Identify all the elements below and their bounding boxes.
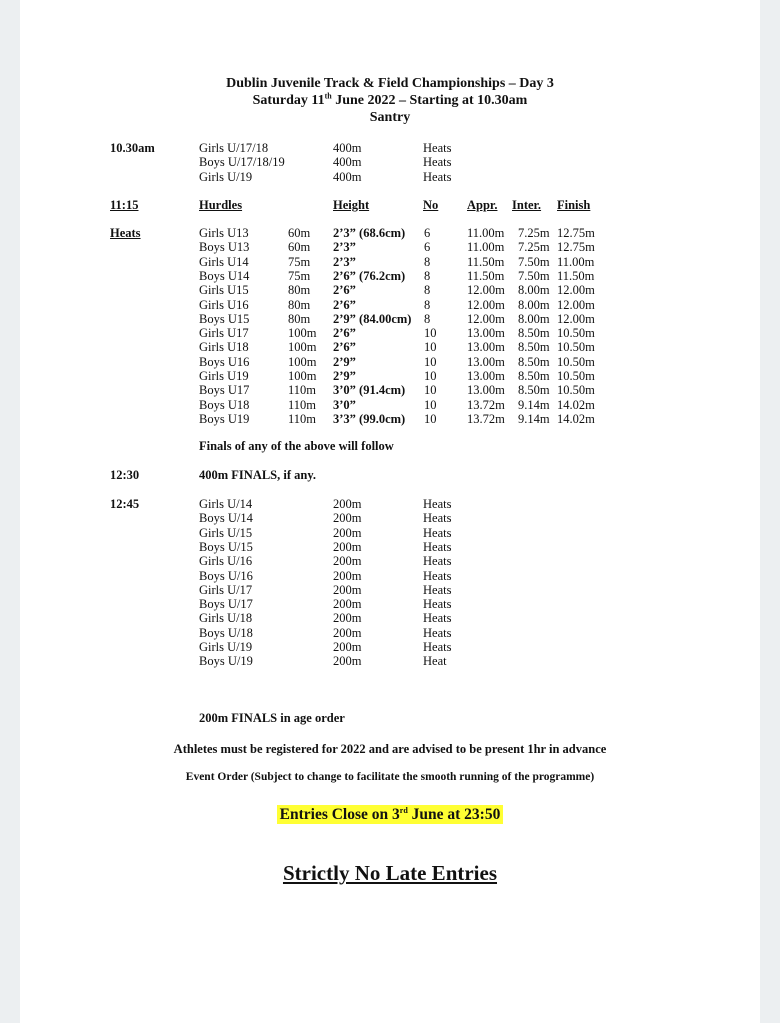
hurdles-row-finish: 11.50m	[557, 268, 595, 283]
hurdles-row-finish: 10.50m	[557, 326, 595, 341]
hurdles-row-interval: 8.00m	[518, 311, 550, 326]
hurdles-row-number: 8	[424, 283, 431, 298]
hurdles-heats-label: Heats	[110, 226, 141, 240]
session1-row-round: Heats	[423, 155, 452, 170]
hurdles-row-number: 6	[424, 240, 431, 255]
hurdles-row-height: 2’6”	[333, 326, 356, 341]
session4-row-round: Heats	[423, 554, 452, 569]
session4-row-event: 200m	[333, 625, 362, 640]
hurdles-row-height: 2’9”	[333, 369, 356, 383]
no-late-entries: Strictly No Late Entries	[282, 861, 498, 885]
session4-row-round: Heats	[423, 497, 452, 511]
session4-row-group: Boys U/19	[199, 654, 253, 669]
hurdles-row-approach: 13.00m	[467, 326, 505, 341]
hurdles-row-group: Girls U16	[199, 297, 249, 312]
hurdles-row-height: 2’3”	[333, 254, 356, 269]
hurdles-row-number: 10	[424, 340, 437, 355]
hurdles-row-approach: 12.00m	[467, 311, 505, 326]
hurdles-row-group: Girls U13	[199, 226, 249, 240]
session1-row-group: Boys U/17/18/19	[199, 155, 285, 170]
session4-row-group: Girls U/15	[199, 525, 253, 540]
hurdles-row-group: Boys U16	[199, 354, 250, 369]
hurdles-row-group: Boys U13	[199, 240, 250, 255]
session4-row-event: 200m	[333, 525, 362, 540]
hurdles-note: Finals of any of the above will follow	[199, 439, 394, 453]
session4-row-event: 200m	[333, 554, 362, 569]
hurdles-row-interval: 8.50m	[518, 383, 550, 398]
hurdles-row-number: 10	[424, 369, 437, 383]
hurdles-row-approach: 13.00m	[467, 340, 505, 355]
session4-row-event: 200m	[333, 597, 362, 612]
session4-row-group: Boys U/16	[199, 568, 253, 583]
hurdles-row-distance: 100m	[288, 340, 317, 355]
hurdles-row-interval: 7.25m	[518, 240, 550, 255]
hurdles-row-height: 3’0”	[333, 397, 356, 412]
session4-row-round: Heats	[423, 511, 452, 526]
session1-row-round: Heats	[423, 141, 452, 155]
hurdles-row-finish: 10.50m	[557, 369, 595, 383]
hurdles-row-interval: 7.50m	[518, 254, 550, 269]
hurdles-row-number: 8	[424, 268, 431, 283]
session4-row-group: Girls U/14	[199, 497, 253, 511]
hurdles-row-number: 8	[424, 254, 431, 269]
hurdles-row-distance: 100m	[288, 369, 317, 383]
session4-row-group: Girls U/17	[199, 582, 253, 597]
hurdles-row-number: 8	[424, 311, 431, 326]
session1-row-group: Girls U/19	[199, 169, 253, 184]
hurdles-row-interval: 8.00m	[518, 283, 550, 298]
hurdles-row-finish: 12.75m	[557, 240, 595, 255]
session4-time: 12:45	[110, 497, 140, 511]
hurdles-row-number: 10	[424, 326, 437, 341]
entries-close-line	[0, 806, 780, 824]
hurdles-row-distance: 100m	[288, 326, 317, 341]
hurdles-row-height: 2’3”	[333, 240, 356, 255]
hurdles-row-interval: 7.50m	[518, 268, 550, 283]
hurdles-col-height: Height	[333, 198, 370, 212]
hurdles-row-group: Boys U17	[199, 383, 250, 398]
session4-row-round: Heats	[423, 597, 452, 612]
hurdles-row-interval: 8.50m	[518, 354, 550, 369]
hurdles-row-finish: 12.00m	[557, 297, 595, 312]
hurdles-row-distance: 75m	[288, 268, 311, 283]
hurdles-row-distance: 75m	[288, 254, 311, 269]
session1-row-event: 400m	[333, 141, 362, 155]
session4-row-round: Heats	[423, 611, 452, 626]
hurdles-row-group: Girls U17	[199, 326, 249, 341]
session1-row-round: Heats	[423, 169, 452, 184]
hurdles-row-group: Girls U14	[199, 254, 249, 269]
session4-row-group: Girls U/16	[199, 554, 253, 569]
hurdles-row-interval: 7.25m	[518, 226, 550, 240]
hurdles-row-group: Boys U19	[199, 411, 250, 426]
hurdles-row-distance: 80m	[288, 297, 311, 312]
event-order-note: Event Order (Subject to change to facilitate the smooth running of the programme)	[185, 771, 595, 783]
hurdles-row-group: Girls U19	[199, 369, 249, 383]
hurdles-row-height: 2’9”	[333, 354, 356, 369]
hurdles-row-height: 2’3” (68.6cm)	[333, 226, 406, 240]
hurdles-row-finish: 14.02m	[557, 411, 595, 426]
hurdles-row-distance: 110m	[288, 383, 317, 398]
hurdles-row-group: Boys U14	[199, 268, 250, 283]
document-date-line: Saturday 11th June 2022 – Starting at 10.30am	[252, 91, 528, 108]
session4-row-event: 200m	[333, 582, 362, 597]
session4-row-round: Heats	[423, 525, 452, 540]
hurdles-row-approach: 13.00m	[467, 369, 505, 383]
hurdles-row-number: 8	[424, 297, 431, 312]
hurdles-row-interval: 8.00m	[518, 297, 550, 312]
session4-row-group: Boys U/14	[199, 511, 253, 526]
session4-row-event: 200m	[333, 640, 362, 654]
hurdles-row-height: 2’6”	[333, 340, 356, 355]
hurdles-row-approach: 12.00m	[467, 283, 505, 298]
session4-row-event: 200m	[333, 539, 362, 554]
hurdles-row-height: 3’0” (91.4cm)	[333, 383, 406, 398]
hurdles-row-approach: 13.72m	[467, 411, 505, 426]
entries-close-highlight: Entries Close on 3rd June at 23:50	[277, 805, 504, 824]
session4-row-round: Heats	[423, 640, 452, 654]
session4-row-event: 200m	[333, 511, 362, 526]
session4-row-round: Heats	[423, 625, 452, 640]
hurdles-row-number: 10	[424, 397, 437, 412]
hurdles-row-distance: 100m	[288, 354, 317, 369]
session4-row-group: Boys U/18	[199, 625, 253, 640]
hurdles-row-approach: 13.72m	[467, 397, 505, 412]
session1-row-event: 400m	[333, 169, 362, 184]
hurdles-row-approach: 11.00m	[467, 240, 505, 255]
hurdles-row-distance: 80m	[288, 283, 311, 298]
session3-time: 12:30	[110, 468, 140, 482]
hurdles-row-distance: 110m	[288, 397, 317, 412]
session4-row-group: Boys U/17	[199, 597, 253, 612]
session4-row-group: Girls U/19	[199, 640, 253, 654]
hurdles-row-approach: 12.00m	[467, 297, 505, 312]
hurdles-row-height: 2’6”	[333, 283, 356, 298]
hurdles-row-approach: 13.00m	[467, 383, 505, 398]
hurdles-row-group: Boys U15	[199, 311, 250, 326]
hurdles-row-height: 2’6” (76.2cm)	[333, 268, 406, 283]
hurdles-row-finish: 10.50m	[557, 383, 595, 398]
hurdles-row-interval: 9.14m	[518, 397, 550, 412]
session1-row-group: Girls U/17/18	[199, 141, 269, 155]
hurdles-row-number: 6	[424, 226, 431, 240]
hurdles-col-appr: Appr.	[467, 198, 498, 212]
hurdles-row-group: Girls U18	[199, 340, 249, 355]
hurdles-row-distance: 60m	[288, 240, 311, 255]
session4-row-event: 200m	[333, 497, 362, 511]
hurdles-row-interval: 9.14m	[518, 411, 550, 426]
hurdles-row-distance: 110m	[288, 411, 317, 426]
hurdles-row-finish: 10.50m	[557, 340, 595, 355]
session4-row-round: Heats	[423, 539, 452, 554]
session1-row-event: 400m	[333, 155, 362, 170]
session4-row-round: Heats	[423, 582, 452, 597]
hurdles-row-number: 10	[424, 354, 437, 369]
session4-row-group: Girls U/18	[199, 611, 253, 626]
document-venue: Santry	[369, 110, 411, 125]
hurdles-row-interval: 8.50m	[518, 326, 550, 341]
hurdles-row-finish: 14.02m	[557, 397, 595, 412]
hurdles-row-finish: 12.00m	[557, 283, 595, 298]
hurdles-row-height: 2’9” (84.00cm)	[333, 311, 412, 326]
hurdles-row-finish: 12.75m	[557, 226, 595, 240]
hurdles-col-inter: Inter.	[512, 198, 542, 212]
hurdles-row-number: 10	[424, 411, 437, 426]
hurdles-row-group: Boys U18	[199, 397, 250, 412]
hurdles-row-approach: 13.00m	[467, 354, 505, 369]
hurdles-title: Hurdles	[199, 198, 243, 212]
hurdles-row-group: Girls U15	[199, 283, 249, 298]
hurdles-row-finish: 11.00m	[557, 254, 595, 269]
session4-row-group: Boys U/15	[199, 539, 253, 554]
session4-row-event: 200m	[333, 654, 362, 669]
hurdles-row-height: 3’3” (99.0cm)	[333, 411, 406, 426]
hurdles-row-interval: 8.50m	[518, 340, 550, 355]
hurdles-row-number: 10	[424, 383, 437, 398]
finals-200-note: 200m FINALS in age order	[199, 711, 345, 725]
hurdles-row-height: 2’6”	[333, 297, 356, 312]
hurdles-row-approach: 11.50m	[467, 268, 505, 283]
hurdles-row-distance: 80m	[288, 311, 311, 326]
session4-row-round: Heats	[423, 568, 452, 583]
hurdles-row-finish: 12.00m	[557, 311, 595, 326]
hurdles-row-interval: 8.50m	[518, 369, 550, 383]
hurdles-col-no: No	[423, 198, 439, 212]
hurdles-row-approach: 11.50m	[467, 254, 505, 269]
hurdles-time: 11:15	[110, 198, 139, 212]
session1-time: 10.30am	[110, 141, 155, 155]
session4-row-round: Heat	[423, 654, 447, 669]
session3-text: 400m FINALS, if any.	[199, 468, 317, 482]
hurdles-col-finish: Finish	[557, 198, 591, 212]
hurdles-row-finish: 10.50m	[557, 354, 595, 369]
session4-row-event: 200m	[333, 568, 362, 583]
registration-note: Athletes must be registered for 2022 and are advised to be present 1hr in advance	[173, 742, 607, 756]
session4-row-event: 200m	[333, 611, 362, 626]
hurdles-row-distance: 60m	[288, 226, 311, 240]
document-title: Dublin Juvenile Track & Field Championships – Day 3	[226, 76, 554, 91]
hurdles-row-approach: 11.00m	[467, 226, 505, 240]
